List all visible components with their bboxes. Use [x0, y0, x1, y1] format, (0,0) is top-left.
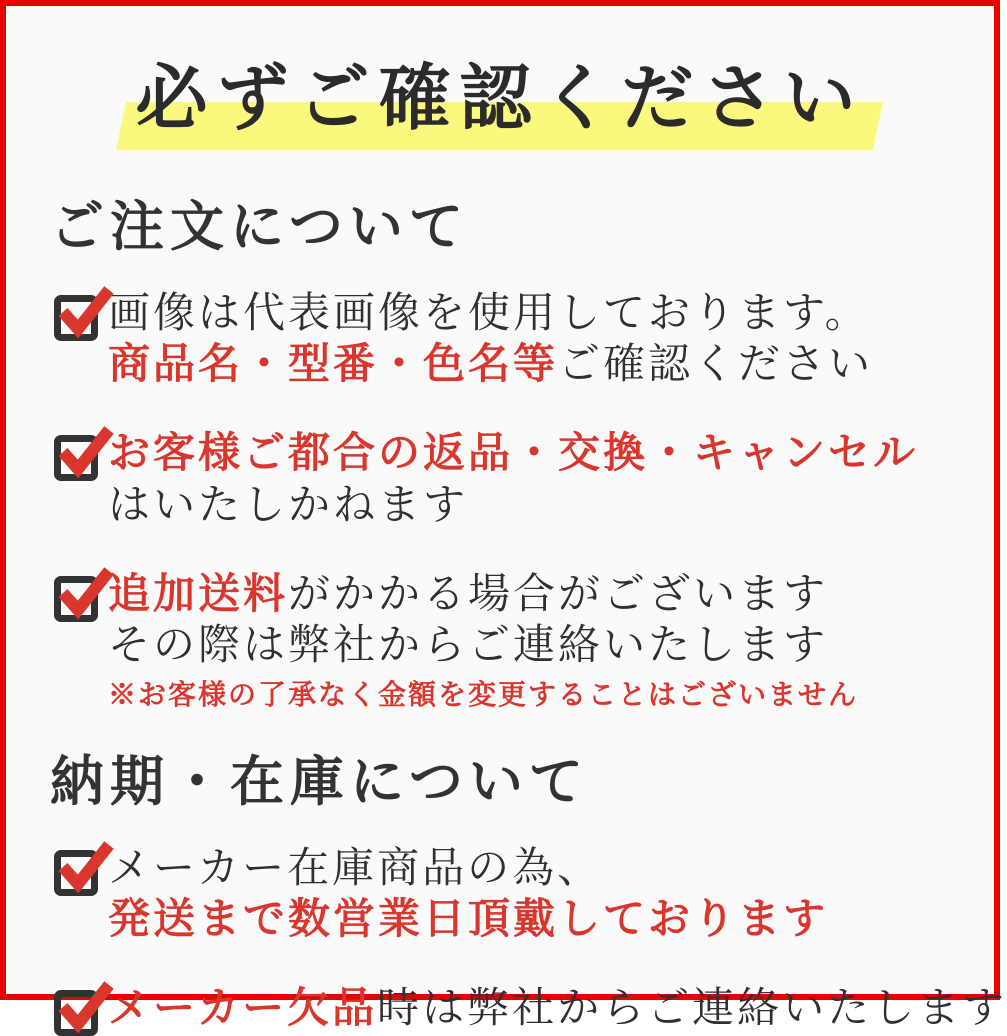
- title-row: [6, 40, 994, 150]
- list-item-extra-shipping: [54, 568, 964, 713]
- item-text: [108, 842, 828, 944]
- page-title: 必ずご確認ください: [135, 55, 865, 140]
- item3-note: ※お客様の了承なく金額を変更することはございません: [108, 678, 859, 712]
- checkbox-checked-icon: [54, 990, 98, 1036]
- checkbox-checked-icon: [54, 435, 98, 481]
- item2-line1: お客様ご都合の返品・交換・キャンセル: [108, 428, 919, 478]
- checkbox-checked-icon: [54, 295, 98, 341]
- checkbox-checked-icon: [54, 850, 98, 896]
- item2-line2: はいたしかねます: [108, 479, 469, 529]
- item1-line2: 商品名・型番・色名等ご確認ください: [108, 339, 874, 389]
- checkmark-icon: [55, 839, 113, 891]
- item4-line1: メーカー在庫商品の為、: [108, 842, 603, 892]
- list-item-maker-stock: [54, 842, 964, 944]
- checkbox-checked-icon: [54, 576, 98, 622]
- item3-line2: その際は弊社からご連絡いたします: [108, 620, 829, 670]
- checkmark-icon: [55, 284, 113, 336]
- checkmark-icon: [55, 424, 113, 476]
- item-text: [108, 427, 918, 529]
- item3-line1: 追加送料がかかる場合がございます: [108, 568, 829, 618]
- list-item-no-returns: [54, 427, 964, 529]
- item4-line2: 発送まで数営業日頂戴しております: [108, 893, 829, 943]
- section-heading-order: ご注文について: [50, 194, 469, 258]
- title-wrap: [135, 40, 864, 144]
- section-heading-stock: 納期・在庫について: [50, 748, 589, 813]
- item5-line1: メーカー欠品時は弊社からご連絡いたします: [108, 983, 1007, 1033]
- checkmark-icon: [55, 565, 113, 617]
- item-text: [108, 568, 858, 713]
- item-text: [108, 287, 873, 389]
- item1-line1: 画像は代表画像を使用しております。: [108, 288, 870, 337]
- item-text: [108, 982, 1007, 1033]
- list-item-representative-image: [54, 287, 964, 389]
- checkmark-icon: [55, 979, 113, 1031]
- list-item-maker-shortage: [54, 982, 1007, 1036]
